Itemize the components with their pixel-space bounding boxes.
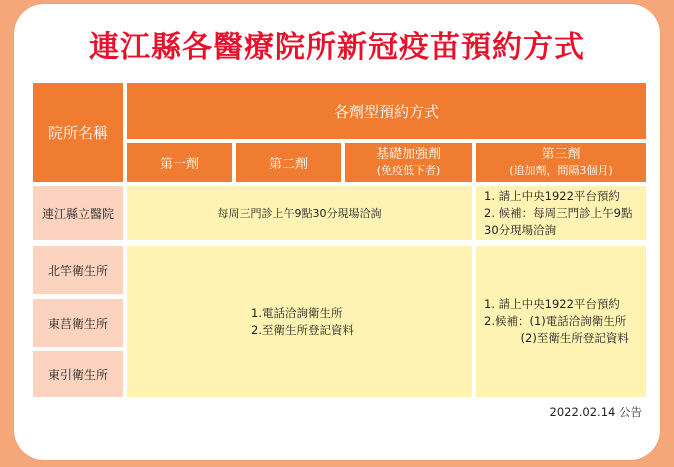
stations-method-cell (127, 246, 472, 397)
dose3-label: 第三劑 (541, 147, 581, 162)
facility-column-label: 院所名稱 (47, 124, 108, 142)
facility-cell-dongyin (33, 351, 123, 397)
dose1-label: 第一劑 (159, 157, 199, 172)
facility-column-header (33, 83, 123, 182)
dose3-header (476, 143, 646, 182)
stations-dose3-line: (2)至衛生所登記資料 (484, 331, 629, 345)
methods-group-header (127, 83, 646, 139)
dose2-label: 第二劑 (268, 157, 308, 172)
announcement-date: 2022.02.14 公告 (549, 405, 642, 419)
page-title: 連江縣各醫療院所新冠疫苗預約方式 (89, 30, 585, 65)
dose2-header (236, 143, 341, 182)
booster-header (345, 143, 472, 182)
hospital-method-cell (127, 186, 472, 240)
dose3-note: (追加劑，間隔3個月) (509, 164, 613, 177)
booster-note: (免疫低下者) (376, 164, 441, 177)
facility-name: 東引衛生所 (47, 367, 108, 382)
facility-cell-beigan (33, 246, 123, 294)
hospital-dose3-cell (476, 186, 646, 240)
hospital-dose3-line: 1. 請上中央1922平台預約 (484, 188, 620, 203)
facility-cell-county-hospital (33, 186, 123, 240)
stations-dose3-cell (476, 246, 646, 397)
facility-name: 北竿衛生所 (47, 263, 108, 278)
stations-method-line: 1.電話洽詢衛生所 (251, 305, 343, 320)
facility-name: 連江縣立醫院 (41, 206, 114, 221)
methods-group-label: 各劑型預約方式 (333, 102, 439, 121)
dose1-header (127, 143, 232, 182)
facility-name: 東莒衛生所 (47, 316, 108, 331)
booster-label: 基礎加強劑 (375, 147, 441, 162)
facility-cell-dongju (33, 299, 123, 347)
stations-method-line: 2.至衛生所登記資料 (251, 322, 354, 337)
hospital-method-text: 每周三門診上午9點30分現場洽詢 (217, 207, 382, 220)
hospital-dose3-line: 30分現場洽詢 (484, 222, 557, 237)
stations-dose3-line: 2.候補：(1)電話洽詢衛生所 (484, 314, 627, 328)
stations-dose3-line: 1. 請上中央1922平台預約 (484, 297, 620, 311)
hospital-dose3-line: 2. 候補：每周三門診上午9點 (484, 205, 633, 220)
